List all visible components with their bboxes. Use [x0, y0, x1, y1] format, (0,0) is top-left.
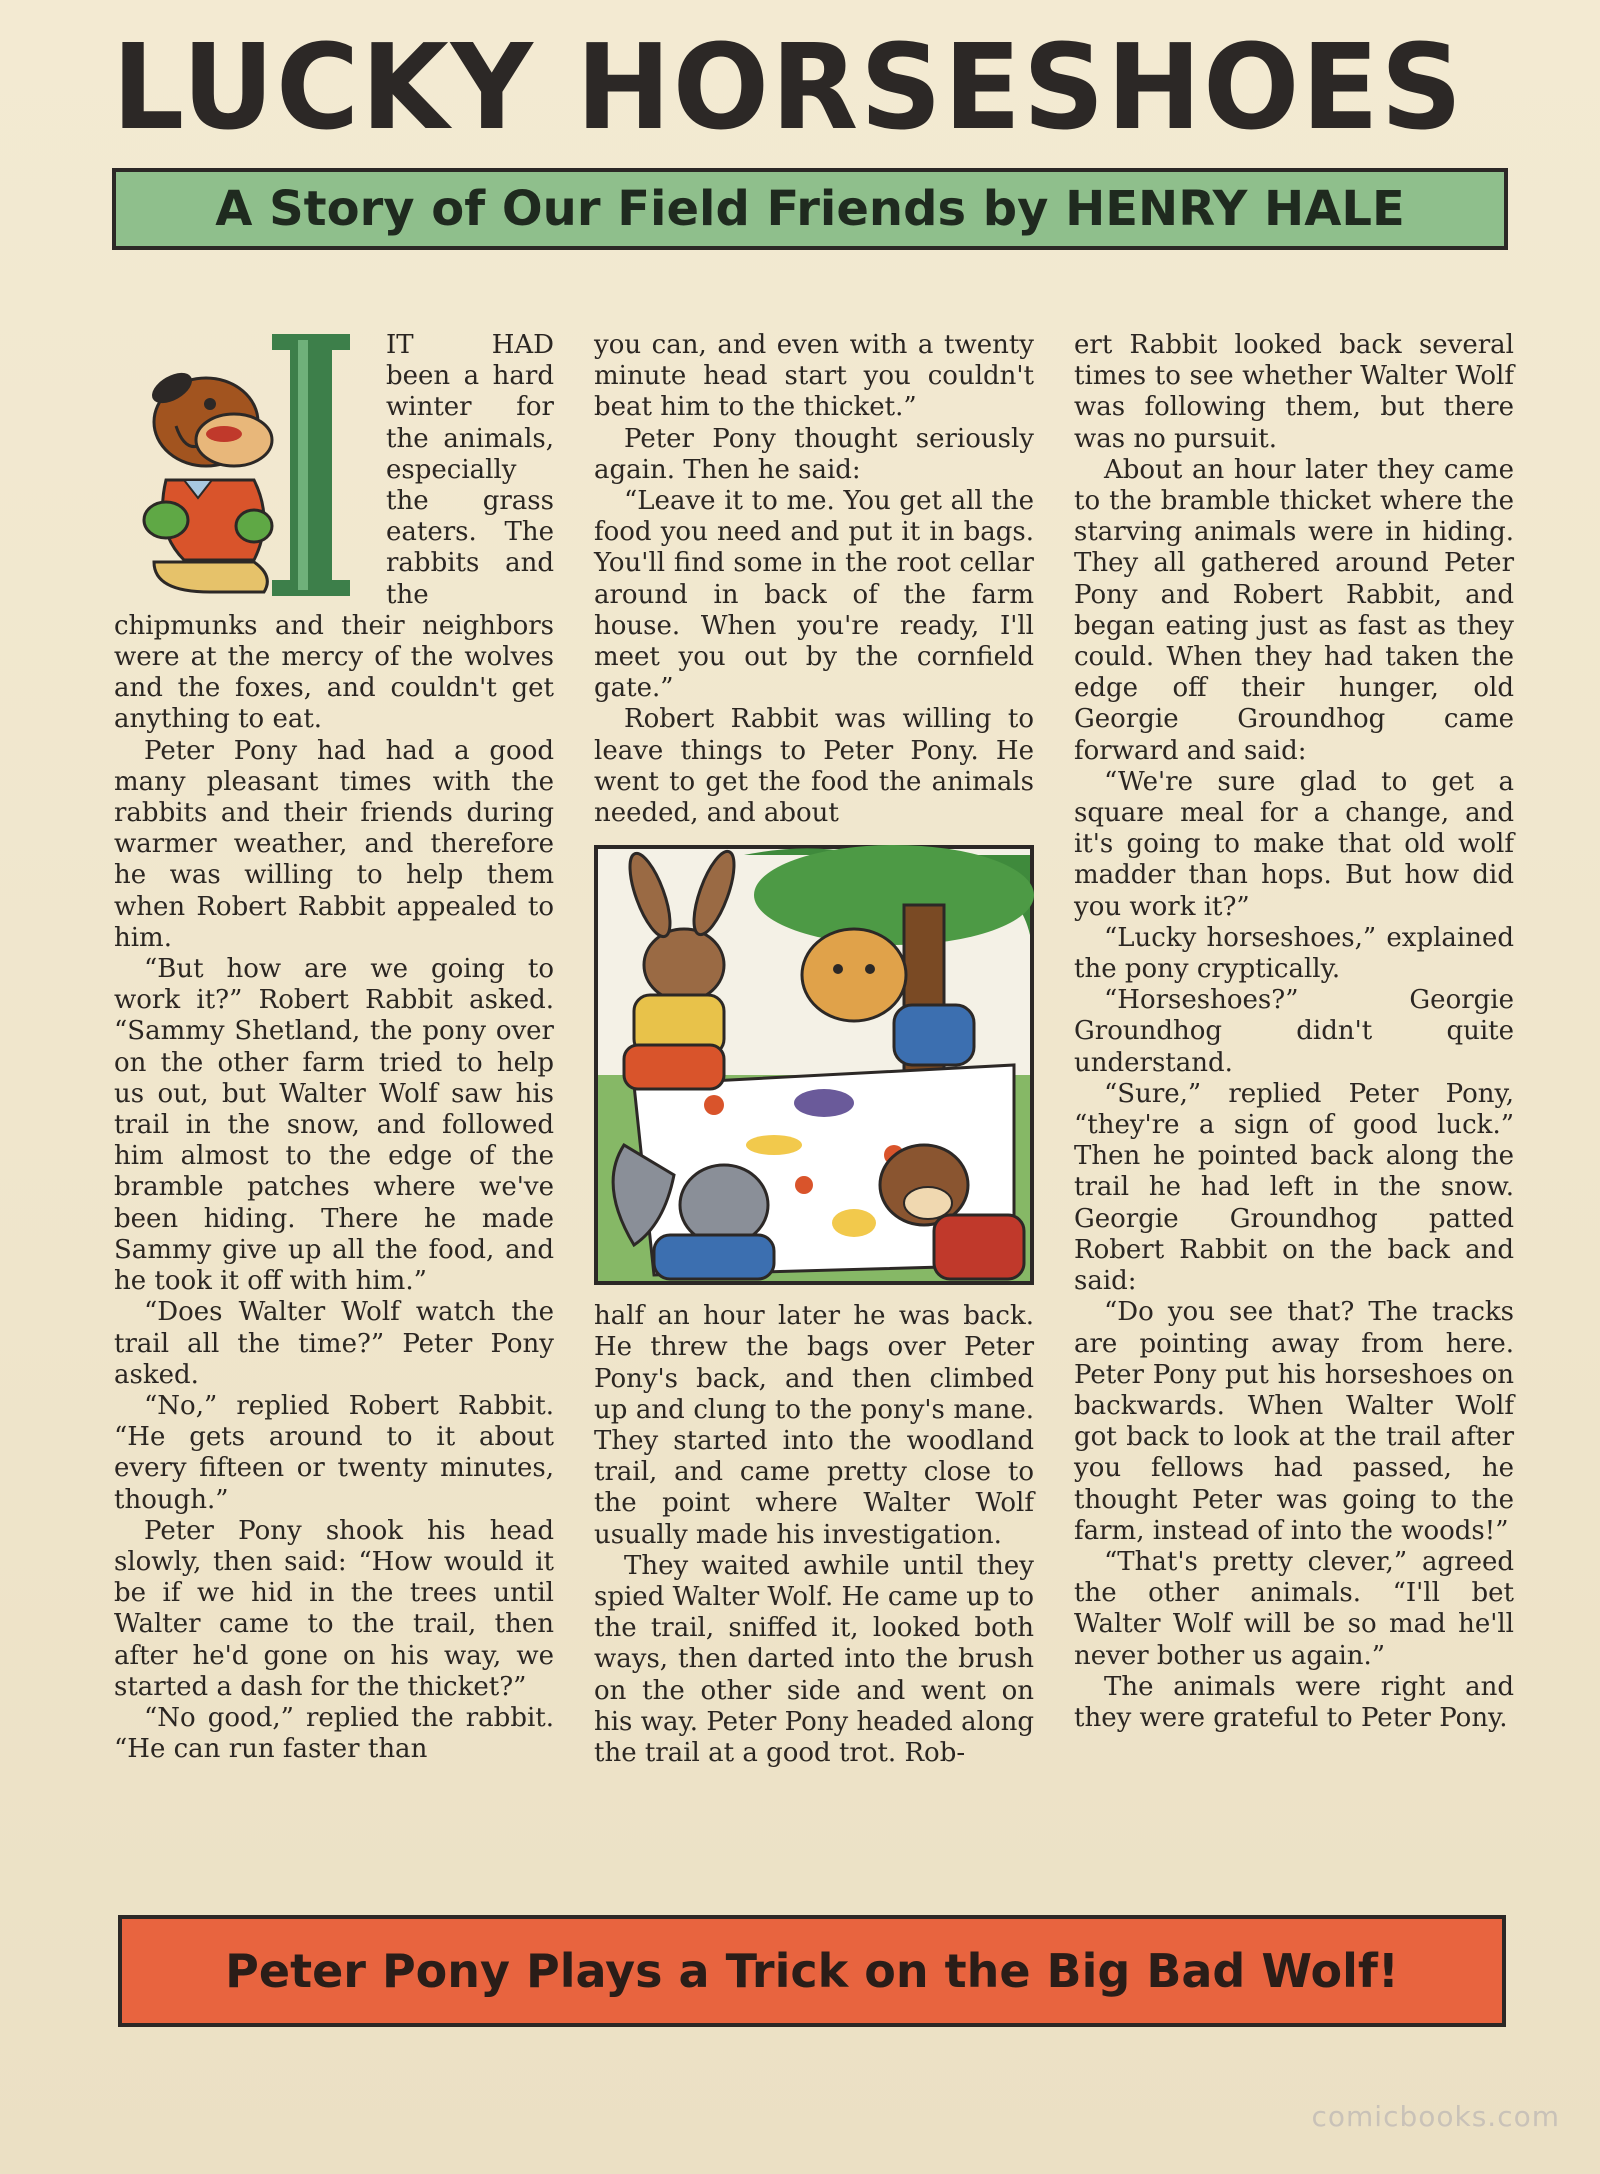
paragraph: About an hour later they came to the bramble thicket where the starving animals were in hiding. They all gathered around Peter Pony and Robert Rabbit, and began eating just as fast as they could. When they had taken the edge off their hunger, old Georgie Groundhog came forward and said: — [1074, 454, 1514, 766]
paragraph: Robert Rabbit was willing to leave things to Peter Pony. He went to get the food the animals needed, and about — [594, 704, 1034, 829]
paragraph: “Does Walter Wolf watch the trail all the time?” Peter Pony asked. — [114, 1297, 554, 1390]
paragraph: Peter Pony shook his head slowly, then said: “How would it be if we hid in the trees until Walter came to the trail, then after he'd gone on his way, we started a dash for the thicket?” — [114, 1515, 554, 1702]
story-column-2 — [594, 330, 1034, 1769]
paragraph: “No good,” replied the rabbit. “He can run faster than — [114, 1702, 554, 1765]
pony-dropcap-icon — [114, 330, 374, 600]
paragraph: IT HAD been a hard winter for the animals, especially the grass eaters. The rabbits and the chipmunks and their neighbors were at the mercy of the wolves and the foxes, and couldn't get anything to eat. — [114, 330, 554, 735]
paragraph: Peter Pony had had a good many pleasant times with the rabbits and their friends during warmer weather, and therefore he was willing to help them when Robert Rabbit appealed to him. — [114, 735, 554, 953]
paragraph: you can, and even with a twenty minute head start you couldn't beat him to the thicket.” — [594, 330, 1034, 423]
footer-banner-text: Peter Pony Plays a Trick on the Big Bad Wolf! — [225, 1944, 1399, 1998]
paragraph: ert Rabbit looked back several times to see whether Walter Wolf was following them, but there was no pursuit. — [1074, 330, 1514, 454]
subtitle: A Story of Our Field Friends by HENRY HALE — [215, 181, 1405, 237]
picnic-illustration — [594, 845, 1034, 1285]
paragraph: half an hour later he was back. He threw the bags over Peter Pony's back, and then climbed up and clung to the pony's mane. They started into the woodland trail, and came pretty close to the point where Walter Wolf usually made his investigation. — [594, 1301, 1034, 1550]
watermark: comicbooks.com — [1311, 2100, 1560, 2133]
subtitle-band — [112, 168, 1508, 250]
paragraph: “Horseshoes?” Georgie Groundhog didn't quite understand. — [1074, 985, 1514, 1078]
paragraph: The animals were right and they were grateful to Peter Pony. — [1074, 1671, 1514, 1733]
paragraph: “No,” replied Robert Rabbit. “He gets around to it about every fifteen or twenty minutes, though.” — [114, 1390, 554, 1515]
page-title: LUCKY HORSESHOES — [112, 18, 1465, 156]
paragraph: “We're sure glad to get a square meal for a change, and it's going to make that old wolf madder than hops. But how did you work it?” — [1074, 766, 1514, 922]
paragraph: Peter Pony thought seriously again. Then he said: — [594, 423, 1034, 485]
paragraph: “Do you see that? The tracks are pointing away from here. Peter Pony put his horseshoes on backwards. When Walter Wolf got back to look at the trail after you fellows had passed, he thought Peter was going to the farm, instead of into the woods!” — [1074, 1297, 1514, 1546]
paragraph: “That's pretty clever,” agreed the other animals. “I'll bet Walter Wolf will be so mad he'll never bother us again.” — [1074, 1546, 1514, 1671]
story-column-1 — [114, 330, 554, 1765]
story-column-3 — [1074, 330, 1514, 1734]
paragraph: “Sure,” replied Peter Pony, “they're a sign of good luck.” Then he pointed back along the trail he had left in the snow. Georgie Groundhog patted Robert Rabbit on the back and said: — [1074, 1078, 1514, 1297]
paragraph: They waited awhile until they spied Walter Wolf. He came up to the trail, sniffed it, looked both ways, then darted into the brush on the other side and went on his way. Peter Pony headed along the trail at a good trot. Rob- — [594, 1550, 1035, 1769]
footer-banner — [118, 1915, 1506, 2027]
paragraph: “But how are we going to work it?” Robert Rabbit asked. “Sammy Shetland, the pony over on the other farm tried to help us out, but Walter Wolf saw his trail in the snow, and followed him almost to the edge of the bramble patches where we've been hiding. There he made Sammy give up all the food, and he took it off with him.” — [114, 954, 554, 1297]
paragraph: “Leave it to me. You get all the food you need and put it in bags. You'll find some in the root cellar around in back of the farm house. When you're ready, I'll meet you out by the cornfield gate.” — [594, 486, 1034, 704]
paragraph: “Lucky horseshoes,” explained the pony cryptically. — [1074, 922, 1514, 985]
